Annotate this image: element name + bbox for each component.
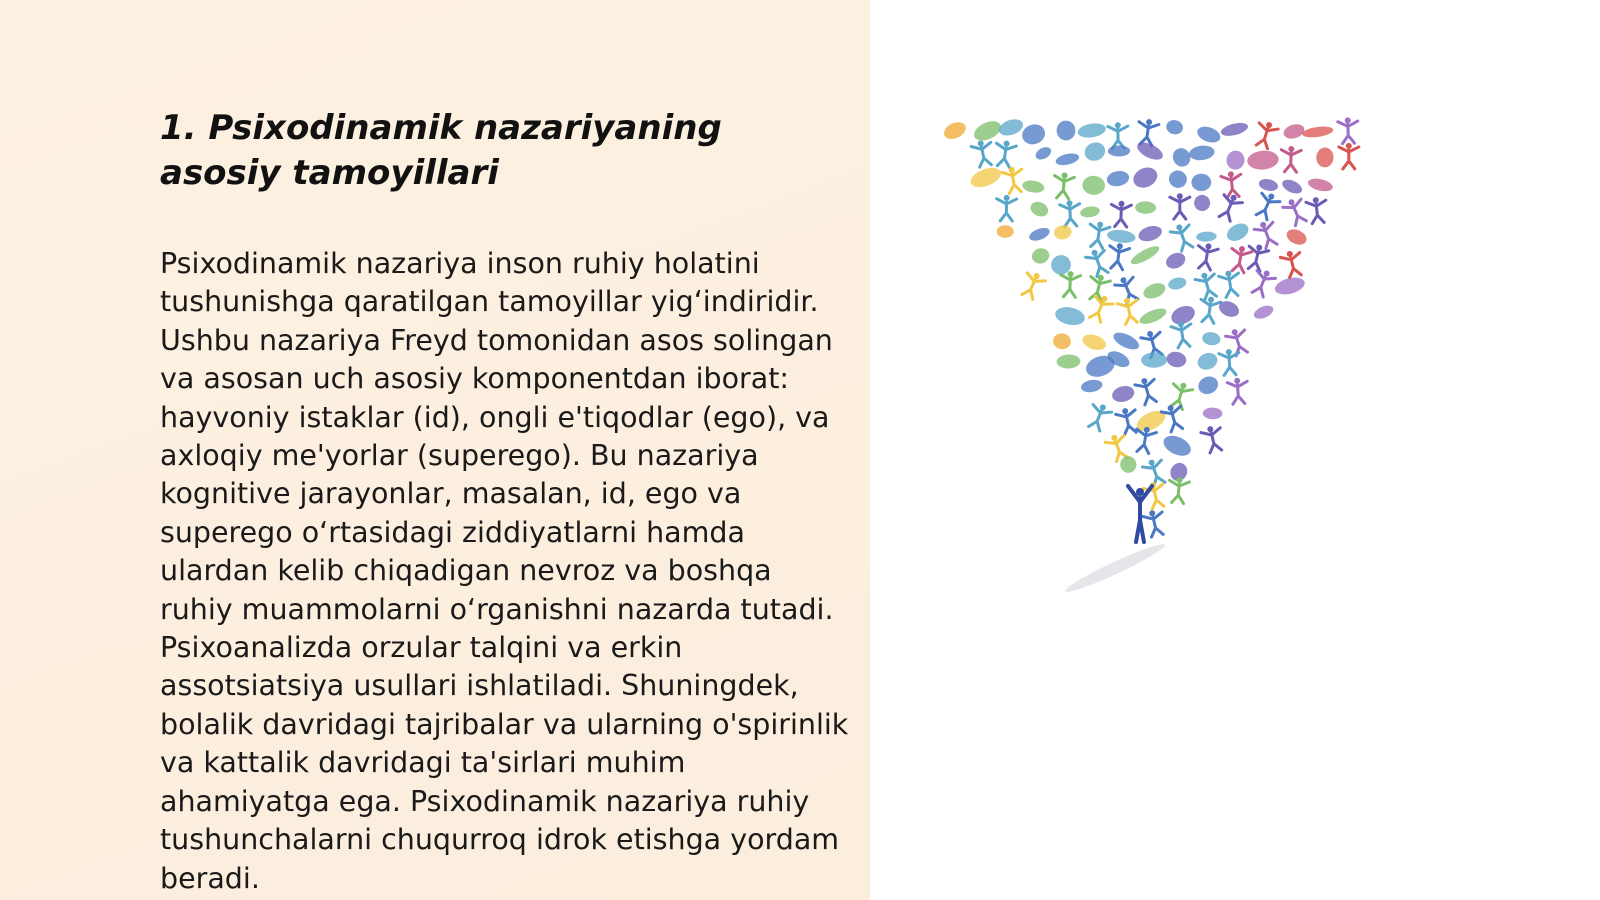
person-figure — [1195, 242, 1219, 271]
person-figure — [1141, 456, 1169, 487]
speech-bubble — [1203, 407, 1223, 419]
person-figure — [1168, 476, 1190, 504]
person-figure — [996, 195, 1016, 221]
person-figure — [1253, 190, 1282, 222]
speech-bubble — [1307, 176, 1334, 193]
speech-bubble — [1284, 226, 1309, 247]
person-figure — [1218, 269, 1242, 298]
person-figure — [1280, 146, 1301, 173]
person-figure — [1279, 249, 1305, 279]
speech-bubble — [1054, 305, 1087, 328]
speech-bubble — [1301, 125, 1333, 139]
speech-bubble — [1056, 354, 1080, 369]
person-figure — [1018, 269, 1047, 301]
speech-bubble — [1201, 331, 1221, 347]
speech-bubble — [1170, 145, 1194, 169]
speech-bubble — [1030, 246, 1051, 265]
person-figure — [1338, 117, 1359, 144]
speech-bubble — [1110, 384, 1136, 405]
speech-bubble — [1188, 144, 1215, 161]
person-figure — [1219, 349, 1240, 376]
person-figure — [1059, 271, 1080, 298]
person-figure — [1227, 377, 1249, 404]
speech-bubble — [1130, 164, 1160, 191]
speech-bubble — [1165, 350, 1187, 369]
person-figure — [1001, 165, 1025, 194]
speech-bubble — [1252, 303, 1275, 321]
person-figure — [1142, 508, 1167, 538]
speech-bubble — [1079, 205, 1100, 219]
speech-bubble — [1282, 122, 1306, 141]
speech-bubble — [1280, 177, 1304, 196]
person-figure — [1053, 172, 1075, 200]
speech-bubble — [1028, 199, 1050, 219]
person-figure — [1170, 193, 1190, 219]
person-figure — [1136, 118, 1159, 147]
speech-bubble — [1196, 374, 1221, 398]
speech-bubble — [1225, 149, 1246, 171]
speech-bubble — [1053, 224, 1073, 241]
speech-bubble — [1258, 177, 1279, 192]
person-figure — [1198, 295, 1221, 324]
speech-bubble — [1138, 305, 1169, 327]
speech-bubble — [997, 225, 1014, 238]
speech-bubble — [1247, 149, 1280, 170]
speech-bubble — [1034, 145, 1054, 162]
speech-bubble — [1111, 329, 1142, 353]
speech-bubble — [1021, 179, 1045, 194]
person-figure — [970, 138, 995, 168]
speech-bubble — [1166, 168, 1189, 191]
speech-bubble — [1056, 120, 1076, 141]
speech-bubble — [968, 164, 1004, 191]
speech-bubble — [1316, 147, 1334, 168]
speech-bubble — [1160, 432, 1194, 460]
person-figure — [1170, 320, 1193, 349]
person-figure — [1108, 122, 1128, 148]
speech-bubble — [1106, 228, 1136, 244]
speech-bubble — [1137, 223, 1164, 244]
speech-bubble — [1052, 332, 1072, 350]
person-figure — [1133, 425, 1157, 454]
speech-bubble — [1027, 225, 1051, 243]
speech-bubble — [997, 116, 1025, 138]
person-figure — [1194, 270, 1220, 301]
base-person-figure — [1128, 486, 1152, 542]
speech-bubble — [1224, 220, 1252, 245]
speech-bubble — [1196, 231, 1217, 242]
speech-bubble — [1195, 350, 1220, 372]
person-figure — [1085, 401, 1113, 433]
speech-bubble — [1191, 174, 1211, 191]
speech-bubble — [1165, 119, 1184, 136]
person-figure — [993, 139, 1016, 168]
speech-bubble — [1082, 175, 1106, 196]
speech-bubble — [1055, 151, 1081, 167]
person-figure — [1169, 221, 1197, 252]
person-figure — [1248, 267, 1277, 299]
person-figure — [1107, 242, 1130, 271]
speech-bubble — [1082, 139, 1108, 163]
speech-bubble — [1195, 124, 1222, 146]
person-figure — [1200, 424, 1226, 454]
speech-bubble — [1019, 121, 1047, 147]
person-figure — [1115, 406, 1140, 436]
speech-bubble — [1080, 332, 1107, 353]
person-figure — [1087, 220, 1111, 249]
person-figure — [1281, 195, 1310, 227]
person-figure — [1306, 196, 1329, 224]
speech-bubble — [1141, 352, 1167, 368]
speech-bubble — [1118, 454, 1138, 474]
slide-title: 1. Psixodinamik nazariyaning asosiy tamoyillari — [160, 108, 722, 193]
person-figure — [1339, 143, 1359, 169]
speech-bubble — [1164, 250, 1188, 272]
speech-bubble — [1191, 192, 1212, 213]
person-figure — [1111, 200, 1132, 227]
speech-bubble — [1108, 145, 1131, 156]
slide-body-text: Psixodinamik nazariya inson ruhiy holatini tushunishga qaratilgan tamoyillar yig‘indiridir. Ushbu nazariya Freyd tomonidan asos solingan va asosan uch asosiy komponentdan iborat: hayvoniy istaklar (id), ongli e'tiqodlar (ego), va axloqiy me'yorlar (superego). Bu nazariya kognitive jarayonlar, masalan, id, ego va superego o‘rtasidagi ziddiyatlarni hamda ulardan kelib chiqadigan nevroz va boshqa ruhiy muammolarni o‘rganishni nazarda tutadi. Psixoanalizda orzular talqini va erkin assotsiatsiya usullari ishlatiladi. Shuningdek, bolalik davridagi tajribalar va ularning o'spirinlik va kattalik davridagi ta'sirlari muhim ahamiyatga ega. Psixodinamik nazariya ruhiy tushunchalarni chuqurroq idrok etishga yordam beradi. — [160, 247, 849, 895]
people-heart-illustration-icon — [940, 90, 1400, 630]
person-figure — [1059, 200, 1080, 227]
person-figure — [1252, 119, 1279, 150]
speech-bubble — [1106, 169, 1131, 188]
speech-bubble — [1129, 243, 1162, 267]
person-figure — [1084, 247, 1112, 278]
speech-bubble — [1080, 378, 1103, 394]
speech-bubble — [1167, 276, 1188, 291]
speech-bubble — [1077, 122, 1107, 140]
speech-bubble — [1220, 121, 1250, 139]
speech-bubble — [1141, 280, 1167, 301]
person-figure — [1253, 219, 1281, 250]
speech-bubble — [941, 119, 968, 142]
speech-bubble — [1135, 201, 1156, 214]
person-figure — [1117, 296, 1142, 325]
person-figure — [1134, 376, 1160, 406]
shadow — [1063, 539, 1168, 596]
